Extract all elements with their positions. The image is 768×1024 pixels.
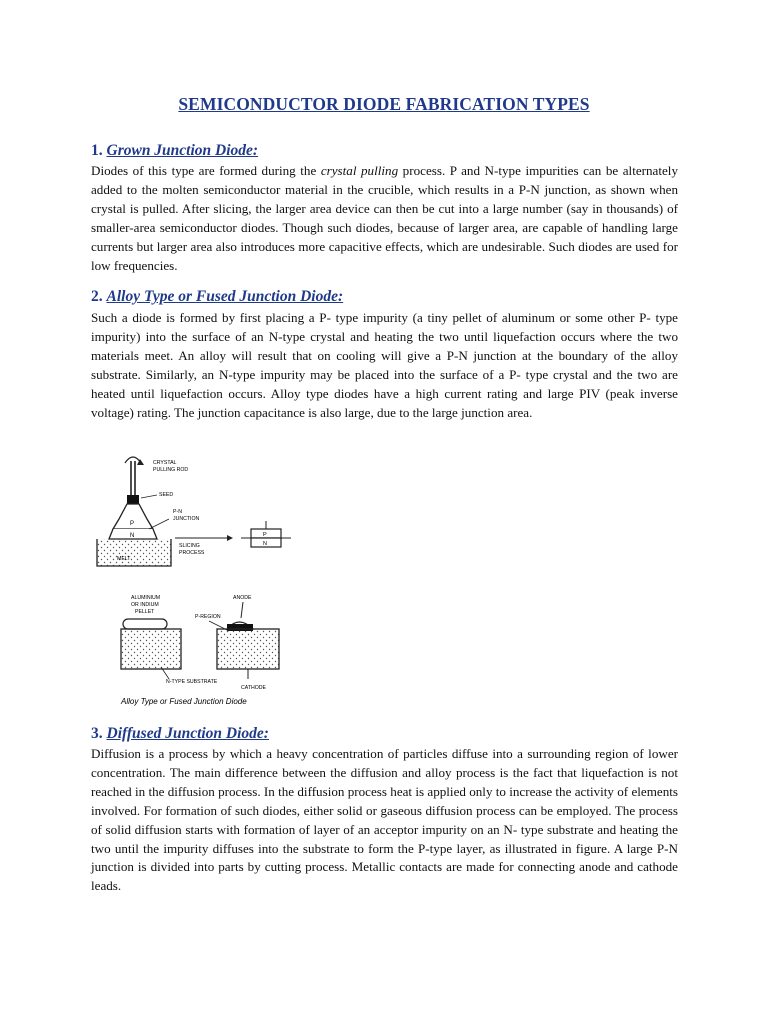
fig-crystal-label: CRYSTAL	[153, 460, 177, 466]
section-1-number: 1.	[91, 142, 103, 159]
fig-aluminium-label: ALUMINIUM	[131, 595, 161, 601]
page-title: SEMICONDUCTOR DIODE FABRICATION TYPES	[178, 94, 590, 114]
fig-slice-n: N	[263, 541, 267, 547]
fig-substrate-label: N-TYPE SUBSTRATE	[166, 679, 218, 685]
fig-melt-label: MELT	[117, 556, 131, 562]
fig-seed-label: SEED	[159, 492, 174, 498]
diode-fabrication-figure	[91, 441, 304, 714]
fig-pn-label: P-N	[173, 509, 182, 515]
fig-slicing-label: SLICING	[179, 543, 200, 549]
fig-slice-p: P	[263, 532, 267, 538]
section-3-paragraph: Diffusion is a process by which a heavy concentration of particles diffuse into a surrounding region of lower concentration. The main difference between the diffusion and alloy process is the fact that liquefaction is not reached in the diffusion process. In the diffusion process heat is applied only to increase the activity of elements involved. For formation of such diodes, either solid or gaseous diffusion process can be employed. The process of solid diffusion starts with formation of layer of an acceptor impurity on an N- type substrate and heating the two until the impurity diffuses into the substrate to form the P-type layer, as illustrated in figure. A large P-N junction is divided into parts by cutting process. Metallic contacts are made for connecting anode and cathode leads.	[91, 746, 678, 894]
section-3-number: 3.	[91, 725, 103, 742]
fig-n-label: N	[130, 533, 135, 539]
section-1-text-a: Diodes of this type are formed during the	[91, 163, 321, 178]
fig-process-label: PROCESS	[179, 550, 205, 556]
section-2-paragraph: Such a diode is formed by first placing a P- type impurity (a tiny pellet of aluminum or some other P- type impurity) into the surface of an N-type crystal and heating the two until liquefaction occurs where the two materials meet. An alloy will result that on cooling will give a P-N junction at the boundary of the alloy substrate. Similarly, an N-type impurity may be placed into the surface of a P- type crystal and the two are heated until liquefaction occurs. Alloy type diodes have a high current rating and large PIV (peak inverse voltage) rating. The junction capacitance is also large, due to the large junction area.	[91, 310, 678, 420]
section-2-title: Alloy Type or Fused Junction Diode:	[106, 288, 344, 305]
section-1-text-italic: crystal pulling	[320, 163, 399, 178]
section-1-heading	[91, 142, 258, 160]
fig-pulling-rod-label: PULLING ROD	[153, 467, 189, 473]
fig-cathode-label: CATHODE	[241, 685, 266, 691]
section-2-number: 2.	[91, 288, 103, 305]
fig-caption: Alloy Type or Fused Junction Diode	[121, 697, 247, 706]
section-2-heading	[91, 288, 343, 306]
fig-indium-label: OR INDIUM	[131, 602, 159, 608]
section-3-heading	[91, 725, 269, 743]
fig-p-label: P	[130, 521, 135, 527]
fig-pellet-label: PELLET	[135, 609, 155, 615]
fig-junction-label: JUNCTION	[173, 516, 200, 522]
grown-junction-drawing	[97, 457, 291, 566]
section-1-title: Grown Junction Diode:	[106, 142, 259, 159]
fig-anode-label: ANODE	[233, 595, 252, 601]
fig-p-region-label: P-REGION	[195, 614, 221, 620]
section-1-paragraph	[91, 162, 678, 275]
section-1-text-b: process. P and N-type impurities can be alternately added to the molten semiconductor material in the crucible, which results in a P-N junction, as shown when crystal is pulled. After slicing, the larger area device can then be cut into a large number (say in thousands) of smaller-area semiconductor diodes. Though such diodes, because of larger area, are capable of handling large currents but larger area also introduces more capacitive effects, which are undesirable. Such diodes are used for low frequencies.	[91, 163, 678, 273]
section-3-title: Diffused Junction Diode:	[106, 725, 269, 742]
alloy-junction-drawing	[120, 595, 279, 706]
